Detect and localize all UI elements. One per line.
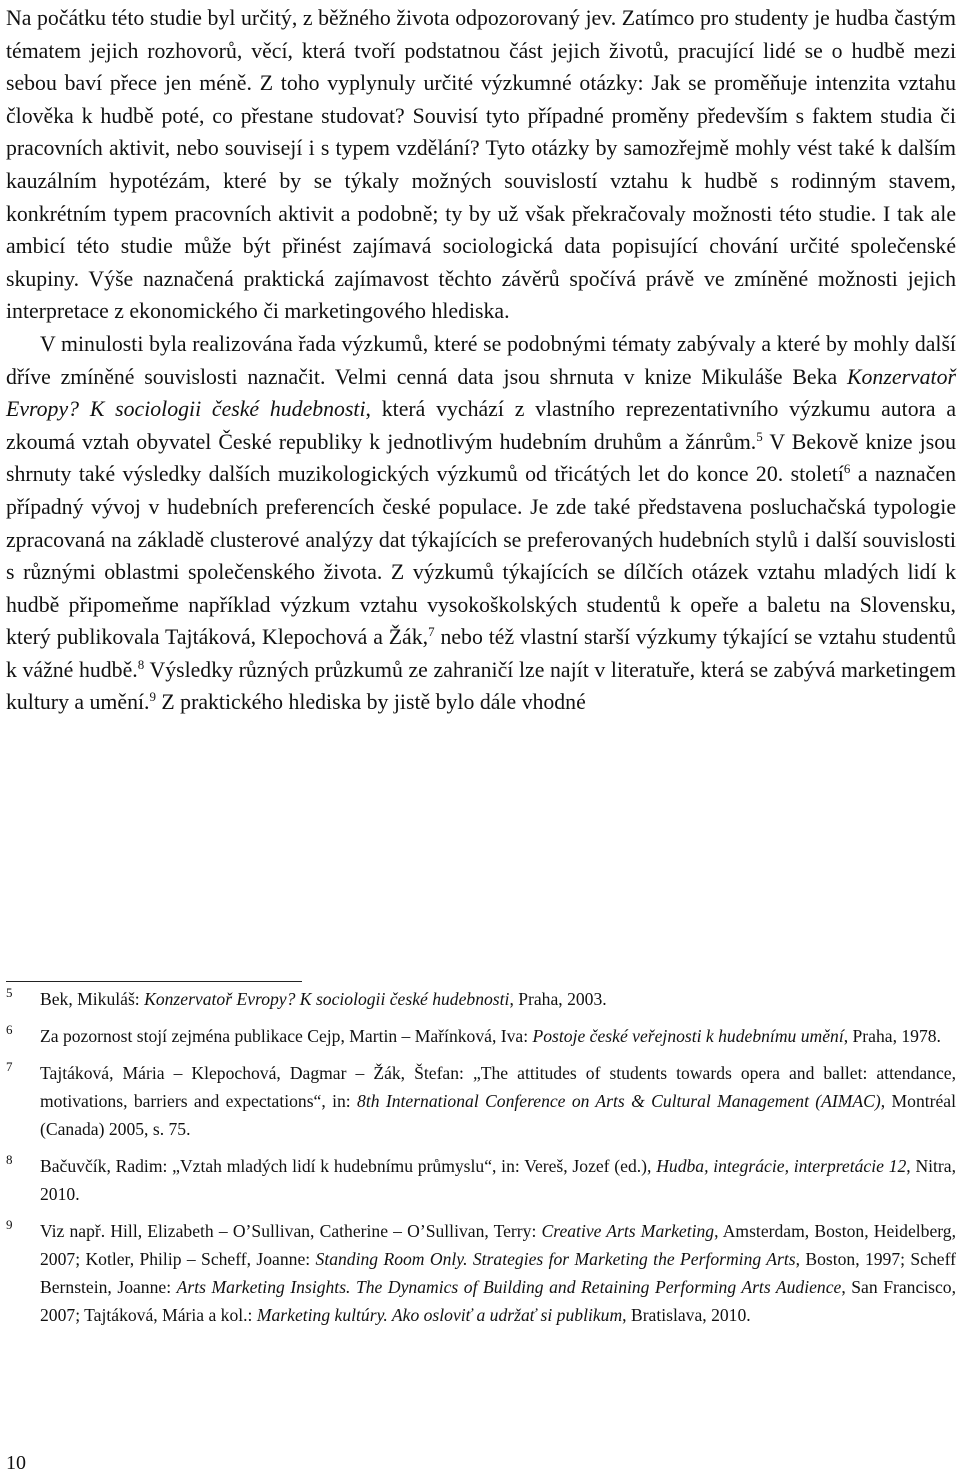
- footnote-text: Bek, Mikuláš:: [40, 989, 145, 1009]
- paragraph-2-text-7: Z praktického hlediska by jistě bylo dále vhodné: [155, 690, 586, 715]
- paragraph-2-text-2: , která vychází z vlastního reprezentativního výzkumu autora a zkoumá vztah obyvatel České republiky k jednotlivým hudebním druhům a žánrům.: [6, 397, 956, 454]
- paragraph-2-text-4: a naznačen případný vývoj v hudebních preferencích české populace. Je zde také představena posluchačská typologie zpracovaná na základě clusterové analýzy dat týkajících se preferovaných hudebních stylů i další souvislosti s různými oblastmi společenského života. Z výzkumů týkajících se dílčích otázek vztahu mladých lidí k hudbě připomeňme například výzkum vztahu vysokoškolských studentů k opeře a baletu na Slovensku, který publikovala Tajtáková, Klepochová a Žák,: [6, 462, 956, 650]
- footnote-text: , Praha, 1978.: [843, 1026, 941, 1046]
- footnote-title: Arts Marketing Insights. The Dynamics of Building and Retaining Performing Arts Audience: [176, 1277, 842, 1297]
- footnote-ref-7[interactable]: 7: [428, 624, 435, 640]
- footnote-text: Viz např. Hill, Elizabeth – O’Sullivan, Catherine – O’Sullivan, Terry:: [40, 1221, 542, 1241]
- footnote-ref-8[interactable]: 8: [137, 656, 145, 672]
- footnote-text: , Montréal (Canada) 2005, s. 75.: [40, 1091, 956, 1139]
- footnote-8: [6, 1152, 956, 1208]
- footnote-text: , Bratislava, 2010.: [622, 1305, 751, 1325]
- footnote-number: 7: [6, 1059, 13, 1074]
- footnote-9: [6, 1217, 956, 1329]
- footnote-separator: [6, 981, 302, 982]
- footnote-title: Standing Room Only. Strategies for Marketing the Performing Arts: [315, 1249, 796, 1269]
- footnote-text: , San Francisco, 2007; Tajtáková, Mária a kol.:: [40, 1277, 956, 1325]
- footnote-ref-6[interactable]: 6: [843, 461, 851, 477]
- footnote-text: , Boston, 1997; Scheff Bernstein, Joanne:: [40, 1249, 957, 1297]
- footnote-title: Konzervatoř Evropy? K sociologii české hudebnosti: [144, 989, 510, 1009]
- footnote-text: , Praha, 2003.: [509, 989, 607, 1009]
- footnote-title: Postoje české veřejnosti k hudebnímu umění: [532, 1026, 844, 1046]
- footnote-title: Creative Arts Marketing: [541, 1221, 715, 1241]
- footnote-ref-5[interactable]: 5: [756, 428, 763, 444]
- footnote-text: , Nitra, 2010.: [40, 1156, 956, 1204]
- footnotes: [6, 985, 956, 1338]
- footnote-number: 6: [6, 1022, 13, 1037]
- book-title-italic: Konzervatoř Evropy? K sociologii české hudebnosti: [6, 364, 956, 422]
- footnote-6: [6, 1022, 956, 1050]
- paragraph-2-text-5: nebo též vlastní starší výzkumy týkající se vztahu studentů k vážné hudbě.: [6, 625, 956, 682]
- paragraph-2-text-3: V Bekově knize jsou shrnuty také výsledky dalších muzikologických výzkumů od třicátých let do konce 20. století: [6, 429, 956, 487]
- paragraph-1-text: Na počátku této studie byl určitý, z běžného života odpozorovaný jev. Zatímco pro studenty je hudba častým tématem jejich rozhovorů, věcí, která tvoří podstatnou část jejich životů, pracující lidé se o hudbě mezi sebou baví přece jen méně. Z toho vyplynuly určité výzkumné otázky: Jak se proměňuje intenzita vztahu člověka k hudbě poté, co přestane studovat? Souvisí tyto případné proměny především s faktem studia či pracovních aktivit, nebo souvisejí i s typem vzdělání? Tyto otázky by samozřejmě mohly vést také k dalším kauzálním hypotézám, které by se týkaly možných souvislostí vztahu k hudbě s rodinným stavem, konkrétním typem pracovních aktivit a podobně; ty by už však překračovaly možnosti této studie. I tak ale ambicí této studie může být přinést zajímavá sociologická data popisující chování určité společenské skupiny. Výše naznačená praktická zajímavost těchto závěrů spočívá právě ve zmíněné možnosti jejich interpretace z ekonomického či marketingového hlediska.: [6, 6, 956, 324]
- footnote-5: [6, 985, 956, 1013]
- footnote-title: Marketing kultúry. Ako osloviť a udržať si publikum: [256, 1305, 623, 1325]
- footnote-text: Tajtáková, Mária – Klepochová, Dagmar – Žák, Štefan: „The attitudes of students towards opera and ballet: attendance, motivations, barriers and expectations“, in:: [40, 1063, 956, 1111]
- footnote-7: [6, 1059, 956, 1143]
- footnote-text: Bačuvčík, Radim: „Vztah mladých lidí k hudebnímu průmyslu“, in: Vereš, Jozef (ed.),: [40, 1156, 657, 1176]
- page-number: 10: [6, 1452, 26, 1474]
- paragraph-2: [6, 328, 956, 719]
- footnote-text: , Amsterdam, Boston, Heidelberg, 2007; Kotler, Philip – Scheff, Joanne:: [40, 1221, 957, 1269]
- footnote-ref-9[interactable]: 9: [149, 689, 156, 705]
- body-text: [6, 2, 956, 719]
- footnote-number: 8: [6, 1152, 13, 1167]
- paragraph-2-text-1: V minulosti byla realizována řada výzkumů, které se podobnými tématy zabývaly a které by mohly další dříve zmíněné souvislosti naznačit. Velmi cenná data jsou shrnuta v knize Mikuláše Beka: [6, 331, 956, 389]
- footnote-number: 9: [6, 1217, 13, 1232]
- paragraph-1: [6, 2, 956, 328]
- footnote-number: 5: [6, 985, 13, 1000]
- paragraph-2-text-6: Výsledky různých průzkumů ze zahraničí lze najít v literatuře, která se zabývá marketingem kultury a umění.: [6, 657, 956, 715]
- footnote-text: Za pozornost stojí zejména publikace Cejp, Martin – Mařínková, Iva:: [40, 1026, 533, 1046]
- footnote-title: 8th International Conference on Arts & Cultural Management (AIMAC): [357, 1091, 881, 1111]
- footnote-title: Hudba, integrácie, interpretácie 12: [656, 1156, 907, 1176]
